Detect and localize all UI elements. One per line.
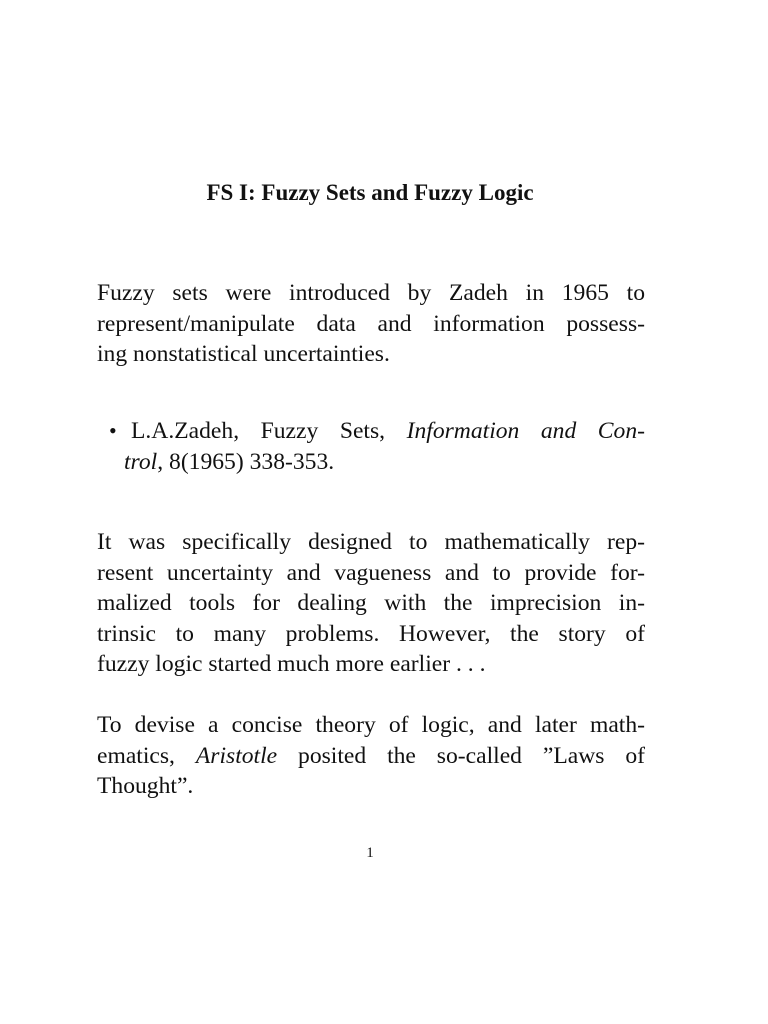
paragraph-intro — [97, 278, 645, 370]
text-fragment: ematics, — [97, 742, 196, 769]
text-line — [131, 416, 645, 447]
text-line — [97, 741, 645, 772]
journal-name-cont: trol — [124, 448, 158, 475]
reference-bullet — [109, 416, 645, 477]
citation-author: L.A.Zadeh, Fuzzy Sets, — [131, 418, 407, 444]
text-line — [124, 447, 645, 478]
page-title: FS I: Fuzzy Sets and Fuzzy Logic — [206, 180, 534, 205]
citation-details: , 8(1965) 338-353. — [157, 448, 335, 475]
aristotle-name: Aristotle — [195, 742, 278, 769]
text-line: trinsic to many problems. However, the story of — [97, 620, 645, 647]
text-line: ing nonstatistical uncertainties. — [97, 341, 390, 368]
bullet-marker: • — [109, 418, 117, 443]
text-line: resent uncertainty and vagueness and to provide for- — [97, 559, 645, 586]
paragraph-design — [97, 527, 645, 680]
text-fragment: posited the so-called ”Laws of — [277, 742, 645, 769]
text-line: represent/manipulate data and information possess- — [97, 310, 645, 337]
text-line: Thought”. — [97, 773, 194, 800]
paragraph-aristotle — [97, 710, 645, 802]
text-line: To devise a concise theory of logic, and later math- — [97, 712, 645, 738]
bullet-text — [124, 416, 645, 477]
text-line: fuzzy logic started much more earlier . . . — [97, 651, 486, 678]
page-number: 1 — [366, 845, 374, 861]
text-line: malized tools for dealing with the imprecision in- — [97, 590, 645, 617]
journal-name: Information and Con- — [406, 418, 645, 444]
text-line: Fuzzy sets were introduced by Zadeh in 1965 to — [97, 280, 645, 306]
text-line: It was specifically designed to mathematically rep- — [97, 529, 645, 555]
